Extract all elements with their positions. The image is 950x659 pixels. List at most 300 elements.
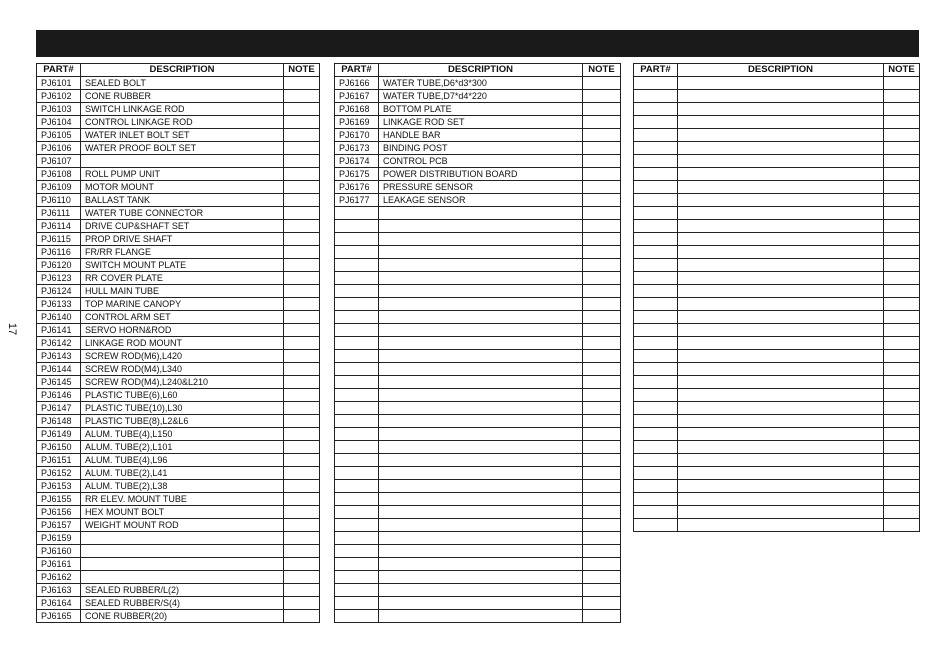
description-cell [379,428,583,441]
description-cell: RR ELEV. MOUNT TUBE [81,493,284,506]
description-cell: CONE RUBBER(20) [81,610,284,623]
part-cell: PJ6174 [335,155,379,168]
part-cell: PJ6115 [37,233,81,246]
part-cell [634,233,678,246]
description-cell [379,532,583,545]
description-cell: DRIVE CUP&SHAFT SET [81,220,284,233]
description-cell [379,350,583,363]
part-cell [634,103,678,116]
part-cell: PJ6163 [37,584,81,597]
table-row [37,493,320,506]
part-cell [335,376,379,389]
description-cell [678,207,884,220]
table-row [335,298,621,311]
table-row [335,272,621,285]
description-cell: ALUM. TUBE(4),L150 [81,428,284,441]
description-cell [678,480,884,493]
part-cell [634,415,678,428]
part-cell: PJ6152 [37,467,81,480]
description-cell [379,246,583,259]
table-row [37,441,320,454]
note-cell [284,298,320,311]
note-cell [583,480,621,493]
note-cell [583,571,621,584]
part-cell: PJ6148 [37,415,81,428]
table-row [335,610,621,623]
note-cell [284,311,320,324]
part-cell [634,90,678,103]
table-row [335,246,621,259]
table-row [37,129,320,142]
table-row [335,311,621,324]
table-row [634,168,920,181]
description-cell [81,545,284,558]
table-row [634,155,920,168]
table-row [335,168,621,181]
table-row [335,181,621,194]
table-row [335,90,621,103]
note-cell [583,311,621,324]
table-row [335,545,621,558]
table-row [634,103,920,116]
table-row [37,285,320,298]
note-cell [284,584,320,597]
part-cell: PJ6144 [37,363,81,376]
table-row [335,155,621,168]
table-row [335,532,621,545]
description-cell: HEX MOUNT BOLT [81,506,284,519]
table-row [634,324,920,337]
part-cell [335,467,379,480]
description-cell: SCREW ROD(M6),L420 [81,350,284,363]
note-cell [884,454,920,467]
part-cell [335,233,379,246]
part-cell: PJ6140 [37,311,81,324]
parts-table-1 [36,63,320,623]
part-cell: PJ6106 [37,142,81,155]
description-cell [379,363,583,376]
table-row [335,233,621,246]
description-cell [81,155,284,168]
description-cell [678,376,884,389]
table-row [335,415,621,428]
description-cell [379,493,583,506]
description-cell [678,259,884,272]
description-cell: ALUM. TUBE(2),L41 [81,467,284,480]
part-cell [634,402,678,415]
table-row [37,77,320,90]
table-row [335,558,621,571]
part-cell: PJ6147 [37,402,81,415]
note-cell [884,220,920,233]
part-cell [335,558,379,571]
table-row [634,129,920,142]
table-row [335,454,621,467]
description-cell: WATER TUBE CONNECTOR [81,207,284,220]
table-row [37,350,320,363]
part-cell [634,129,678,142]
description-cell [379,571,583,584]
table-row [37,467,320,480]
part-cell [634,428,678,441]
table-row [335,324,621,337]
note-cell [583,350,621,363]
description-header: DESCRIPTION [678,64,884,77]
table-row [335,129,621,142]
note-cell [284,155,320,168]
table-row [37,116,320,129]
note-cell [583,610,621,623]
description-cell [678,337,884,350]
part-cell: PJ6175 [335,168,379,181]
part-cell: PJ6169 [335,116,379,129]
table-row [335,506,621,519]
description-cell: SERVO HORN&ROD [81,324,284,337]
description-cell: SCREW ROD(M4),L340 [81,363,284,376]
part-cell: PJ6173 [335,142,379,155]
note-cell [284,181,320,194]
table-row [634,90,920,103]
description-cell: BINDING POST [379,142,583,155]
note-cell [583,168,621,181]
note-cell [284,207,320,220]
table-row [335,376,621,389]
table-row [634,142,920,155]
note-cell [284,363,320,376]
part-header: PART# [37,64,81,77]
note-cell [583,558,621,571]
note-cell [583,363,621,376]
note-cell [284,259,320,272]
table-row [634,246,920,259]
part-cell: PJ6160 [37,545,81,558]
part-cell [335,441,379,454]
description-cell: BOTTOM PLATE [379,103,583,116]
note-cell [284,129,320,142]
description-cell: ALUM. TUBE(2),L101 [81,441,284,454]
description-cell: PLASTIC TUBE(6),L60 [81,389,284,402]
part-cell: PJ6120 [37,259,81,272]
note-cell [284,246,320,259]
description-cell [379,376,583,389]
table-row [634,220,920,233]
description-cell: SEALED BOLT [81,77,284,90]
note-cell [884,168,920,181]
part-cell [634,259,678,272]
note-cell [583,142,621,155]
description-cell [379,415,583,428]
table-row [37,90,320,103]
table-row [335,363,621,376]
part-cell: PJ6168 [335,103,379,116]
note-cell [284,519,320,532]
description-cell [81,571,284,584]
note-cell [284,233,320,246]
note-cell [284,545,320,558]
table-row [37,389,320,402]
note-cell [284,532,320,545]
note-cell [884,337,920,350]
part-cell [634,298,678,311]
note-cell [583,181,621,194]
part-cell [335,207,379,220]
table-row [335,480,621,493]
note-cell [583,545,621,558]
table-row [335,194,621,207]
description-cell: CONTROL ARM SET [81,311,284,324]
part-cell [634,311,678,324]
parts-table-3 [633,63,920,532]
note-cell [583,597,621,610]
part-cell [634,337,678,350]
table-row [634,285,920,298]
table-row [634,337,920,350]
note-cell [884,207,920,220]
note-cell [284,467,320,480]
part-cell: PJ6105 [37,129,81,142]
description-cell: SWITCH LINKAGE ROD [81,103,284,116]
description-cell [379,597,583,610]
table-row [37,181,320,194]
part-cell [335,532,379,545]
description-cell [678,415,884,428]
note-cell [884,103,920,116]
part-cell [335,337,379,350]
description-cell: ALUM. TUBE(2),L38 [81,480,284,493]
note-cell [884,480,920,493]
part-cell [634,389,678,402]
description-cell [678,389,884,402]
table-row [37,194,320,207]
part-cell: PJ6151 [37,454,81,467]
description-cell [678,116,884,129]
table-row [634,402,920,415]
description-cell: MOTOR MOUNT [81,181,284,194]
table-row [335,428,621,441]
table-row [634,454,920,467]
table-row [634,376,920,389]
description-cell: ROLL PUMP UNIT [81,168,284,181]
description-cell [678,155,884,168]
description-cell: TOP MARINE CANOPY [81,298,284,311]
description-cell: LINKAGE ROD MOUNT [81,337,284,350]
table-row [37,428,320,441]
description-cell: CONTROL LINKAGE ROD [81,116,284,129]
description-cell [379,298,583,311]
part-cell: PJ6146 [37,389,81,402]
note-cell [284,389,320,402]
note-cell [884,376,920,389]
note-cell [583,324,621,337]
note-cell [583,77,621,90]
description-cell: LEAKAGE SENSOR [379,194,583,207]
note-cell [884,506,920,519]
note-cell [583,415,621,428]
note-cell [583,272,621,285]
note-cell [884,116,920,129]
part-cell: PJ6166 [335,77,379,90]
description-cell [379,506,583,519]
header-banner [36,30,919,57]
note-cell [884,415,920,428]
parts-table-2 [334,63,621,623]
description-cell [379,220,583,233]
table-row [37,402,320,415]
note-cell [284,324,320,337]
table-row [335,285,621,298]
table-row [634,116,920,129]
table-row [37,480,320,493]
part-cell: PJ6167 [335,90,379,103]
note-cell [583,376,621,389]
part-cell [634,441,678,454]
table-row [37,142,320,155]
table-row [634,519,920,532]
description-cell [379,441,583,454]
note-cell [884,155,920,168]
description-cell [678,311,884,324]
note-cell [284,103,320,116]
part-cell [335,610,379,623]
description-cell [678,363,884,376]
description-cell [81,558,284,571]
description-cell [678,90,884,103]
description-cell [379,519,583,532]
table-row [37,584,320,597]
description-cell [678,246,884,259]
table-row [37,259,320,272]
note-cell [583,233,621,246]
description-cell [678,324,884,337]
description-cell [678,298,884,311]
part-cell: PJ6157 [37,519,81,532]
table-row [37,415,320,428]
part-cell: PJ6124 [37,285,81,298]
note-cell [284,337,320,350]
part-cell: PJ6177 [335,194,379,207]
description-cell: WATER TUBE,D7*d4*220 [379,90,583,103]
part-cell [634,155,678,168]
description-cell: LINKAGE ROD SET [379,116,583,129]
description-cell: CONTROL PCB [379,155,583,168]
part-cell [335,454,379,467]
part-cell [335,506,379,519]
note-cell [284,402,320,415]
note-cell [583,337,621,350]
description-cell [678,272,884,285]
page-number: 17 [6,322,18,336]
description-cell [678,441,884,454]
part-cell [634,194,678,207]
description-cell [379,389,583,402]
part-cell: PJ6143 [37,350,81,363]
note-cell [583,246,621,259]
description-cell [678,77,884,90]
part-cell: PJ6108 [37,168,81,181]
description-cell [678,194,884,207]
table-row [335,207,621,220]
note-cell [884,428,920,441]
note-header: NOTE [583,64,621,77]
table-row [634,298,920,311]
description-cell [678,129,884,142]
note-cell [583,207,621,220]
description-cell [678,142,884,155]
description-cell [678,454,884,467]
part-cell: PJ6153 [37,480,81,493]
note-cell [884,324,920,337]
note-cell [583,259,621,272]
part-cell [335,285,379,298]
note-cell [284,350,320,363]
part-cell [335,415,379,428]
note-cell [583,428,621,441]
note-cell [284,272,320,285]
part-cell [634,506,678,519]
part-cell [634,363,678,376]
description-cell [379,467,583,480]
table-row [634,506,920,519]
description-cell [379,480,583,493]
note-cell [284,220,320,233]
table-row [37,506,320,519]
note-cell [583,519,621,532]
table-row [634,207,920,220]
table-row [335,597,621,610]
description-cell [678,168,884,181]
description-cell [379,610,583,623]
note-cell [884,402,920,415]
part-cell [634,454,678,467]
note-cell [583,155,621,168]
table-row [37,272,320,285]
note-cell [884,519,920,532]
note-cell [884,246,920,259]
part-cell [634,493,678,506]
note-cell [884,493,920,506]
part-cell [335,272,379,285]
note-cell [284,168,320,181]
description-cell [379,454,583,467]
part-cell: PJ6104 [37,116,81,129]
table-row [335,389,621,402]
note-cell [884,467,920,480]
table-row [634,233,920,246]
note-cell [284,441,320,454]
description-cell: PLASTIC TUBE(10),L30 [81,402,284,415]
description-cell: SWITCH MOUNT PLATE [81,259,284,272]
note-cell [583,90,621,103]
table-row [634,350,920,363]
part-cell: PJ6164 [37,597,81,610]
part-cell [335,259,379,272]
table-row [335,467,621,480]
part-cell [634,350,678,363]
description-cell [379,259,583,272]
description-cell: SCREW ROD(M4),L240&L210 [81,376,284,389]
description-cell: PRESSURE SENSOR [379,181,583,194]
note-cell [583,454,621,467]
part-cell [634,376,678,389]
note-cell [884,363,920,376]
table-row [37,207,320,220]
part-cell: PJ6110 [37,194,81,207]
note-header: NOTE [284,64,320,77]
note-cell [284,90,320,103]
part-cell [634,220,678,233]
table-row [37,532,320,545]
description-cell [379,233,583,246]
